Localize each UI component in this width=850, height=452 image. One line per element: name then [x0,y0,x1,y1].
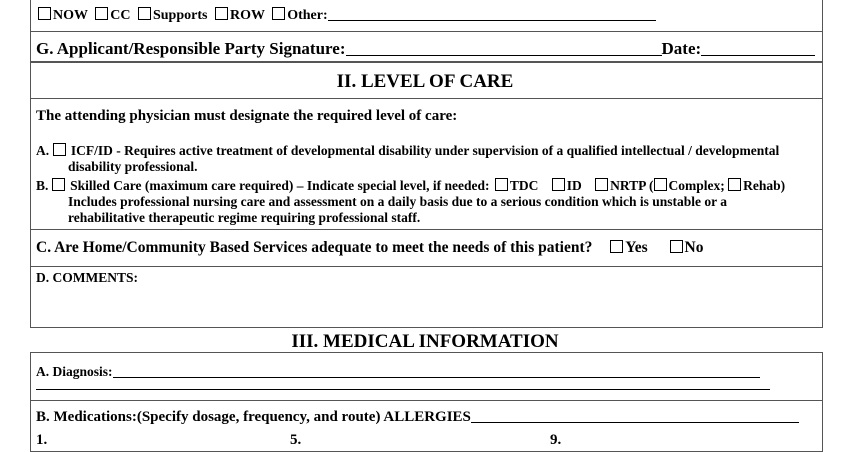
id-label: ID [566,178,582,193]
medications-row [36,409,799,426]
skilled-care-checkbox[interactable] [52,178,65,191]
option-b-row [36,178,785,194]
now-checkbox[interactable] [38,7,51,20]
nrtp-label: NRTP ( [610,178,654,193]
signature-label: G. Applicant/Responsible Party Signature: [36,39,346,58]
option-b-line3: rehabilitative therapeutic regime requiring professional staff. [68,210,421,225]
divider [30,266,823,267]
supports-checkbox[interactable] [138,7,151,20]
section-3-title: III. MEDICAL INFORMATION [291,331,559,352]
date-label: Date: [661,39,702,58]
option-b-text: Skilled Care (maximum care required) – Indicate special level, if needed: [70,178,490,193]
rehab-label: Rehab) [743,178,786,193]
med-number-1: 1. [36,432,48,448]
allergies-input[interactable] [471,422,799,423]
nrtp-checkbox[interactable] [595,178,608,191]
signature-row [36,39,815,59]
divider [30,229,823,230]
row-checkbox[interactable] [215,7,228,20]
divider [30,31,823,32]
no-label: No [684,239,704,256]
divider [30,98,823,99]
other-label: Other: [287,8,328,23]
divider [30,400,823,401]
top-options-row [38,7,656,24]
option-a-text: ICF/ID - Requires active treatment of developmental disability under supervision of a qualified intellectual / developmental [70,143,780,158]
level-intro: The attending physician must designate the required level of care: [36,108,458,124]
icf-id-checkbox[interactable] [53,143,66,156]
complex-checkbox[interactable] [654,178,667,191]
yes-label: Yes [625,239,648,256]
option-b-line2: Includes professional nursing care and assessment on a daily basis due to a serious condition which is unstable or a [68,194,727,209]
no-checkbox[interactable] [670,240,683,253]
complex-label: Complex; [668,178,725,193]
section-2-title: II. LEVEL OF CARE [336,71,514,92]
row-label: ROW [229,8,265,23]
rehab-checkbox[interactable] [728,178,741,191]
tdc-label: TDC [509,178,539,193]
comments-field[interactable] [32,288,820,326]
diagnosis-input-line2[interactable] [36,377,770,390]
other-input[interactable] [328,20,656,21]
date-input[interactable] [701,55,815,56]
other-checkbox[interactable] [272,7,285,20]
med-number-9: 9. [550,432,562,448]
option-a-line2: disability professional. [68,159,198,174]
supports-label: Supports [152,8,208,23]
option-a-prefix: A. [36,143,50,158]
med-number-5: 5. [290,432,302,448]
now-label: NOW [53,8,88,23]
hcbs-question-row [36,239,703,257]
option-b-prefix: B. [36,178,49,193]
medications-label: B. Medications:(Specify dosage, frequency, and route) ALLERGIES [36,409,471,425]
diagnosis-label: A. Diagnosis: [36,364,113,379]
signature-input[interactable] [346,55,662,56]
option-a-row [36,143,779,159]
tdc-checkbox[interactable] [495,178,508,191]
yes-checkbox[interactable] [610,240,623,253]
comments-label: D. COMMENTS: [36,270,138,285]
cc-label: CC [110,8,131,23]
id-checkbox[interactable] [552,178,565,191]
cc-checkbox[interactable] [95,7,108,20]
hcbs-question: C. Are Home/Community Based Services adequate to meet the needs of this patient? [36,239,593,256]
